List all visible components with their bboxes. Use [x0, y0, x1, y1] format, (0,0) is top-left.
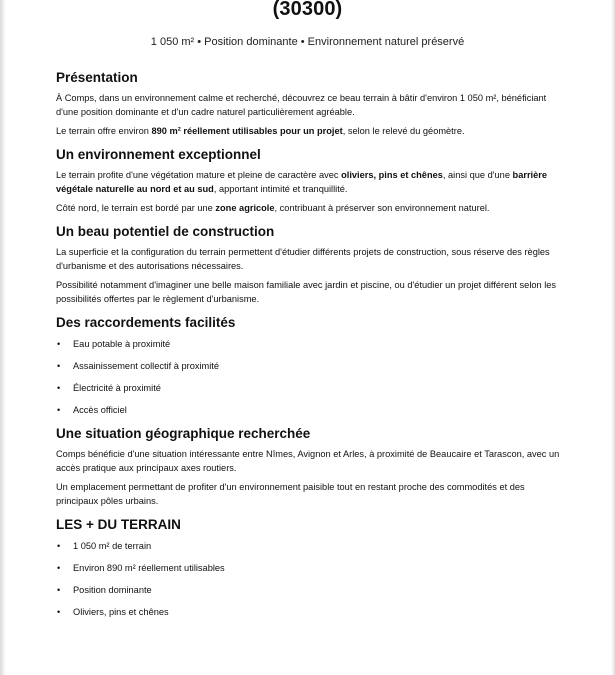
section-heading-connections: Des raccordements facilités	[56, 315, 236, 330]
list-item: • Accès officiel	[56, 404, 561, 416]
paragraph	[56, 201, 561, 215]
section-connections	[56, 314, 561, 416]
document-subtitle: 1 050 m² • Position dominante • Environnement naturel préservé	[150, 36, 465, 48]
list-item: • Assainissement collectif à proximité	[56, 360, 561, 372]
list-item: • 1 050 m² de terrain	[56, 540, 561, 552]
paragraph: Comps bénéficie d'une situation intéressante entre Nîmes, Avignon et Arles, à proximité de Beaucaire et Tarascon, avec un accès pratique aux principaux axes routiers.	[56, 449, 560, 473]
advantages-list	[56, 540, 561, 618]
document-title: (30300)	[272, 0, 343, 20]
paragraph-text: , apportant intimité et tranquillité.	[213, 184, 348, 194]
section-construction	[56, 223, 561, 306]
list-item: • Position dominante	[56, 584, 561, 596]
section-heading-environment: Un environnement exceptionnel	[56, 147, 261, 162]
page-edge-shadow-right	[611, 0, 615, 675]
paragraph-text: Le terrain offre environ	[56, 126, 152, 136]
paragraph-text: Côté nord, le terrain est bordé par une	[56, 203, 216, 213]
paragraph-text: , selon le relevé du géomètre.	[342, 126, 465, 136]
paragraph: Possibilité notamment d'imaginer une belle maison familiale avec jardin et piscine, ou d'étudier un projet différent selon les possibilités offertes par le règlement d'urbanisme.	[56, 280, 557, 304]
page-edge-shadow	[0, 0, 6, 675]
paragraph: La superficie et la configuration du terrain permettent d'étudier différents projets de construction, sous réserve des règles d'urbanisme et des autorisations nécessaires.	[56, 247, 550, 271]
paragraph-text: Le terrain profite d'une végétation mature et pleine de caractère avec	[56, 170, 342, 180]
document-body	[56, 69, 561, 618]
section-location	[56, 425, 561, 508]
connections-list	[56, 338, 561, 416]
paragraph-text: , contribuant à préserver son environnement naturel.	[274, 203, 490, 213]
paragraph	[56, 168, 561, 196]
list-item: • Électricité à proximité	[56, 382, 561, 394]
section-heading-construction: Un beau potentiel de construction	[56, 224, 275, 239]
section-advantages	[56, 516, 561, 618]
list-item: • Environ 890 m² réellement utilisables	[56, 562, 561, 574]
paragraph-bold-text: 890 m² réellement utilisables pour un projet	[151, 126, 343, 136]
section-heading-advantages: LES + DU TERRAIN	[56, 517, 181, 532]
paragraph	[56, 91, 561, 119]
paragraph	[56, 124, 561, 138]
paragraph-bold-text: oliviers, pins et chênes	[341, 170, 443, 180]
list-item: • Oliviers, pins et chênes	[56, 606, 561, 618]
section-heading-presentation: Présentation	[56, 70, 138, 85]
paragraph: Un emplacement permettant de profiter d'un environnement paisible tout en restant proche des commodités et des principaux pôles urbains.	[56, 482, 525, 506]
section-environment	[56, 146, 561, 215]
section-presentation	[56, 69, 561, 138]
list-item: • Eau potable à proximité	[56, 338, 561, 350]
paragraph-text: À Comps, dans un environnement calme et recherché, découvrez ce beau terrain à bâtir d'environ 1 050 m², bénéficiant d'une position dominante et d'un cadre naturel particulièrement agréable.	[56, 93, 547, 117]
paragraph-bold-text: barrière végétale naturelle au nord et au sud	[56, 170, 547, 194]
paragraph-bold-text: zone agricole	[215, 203, 275, 213]
paragraph-text: , ainsi que d'une	[442, 170, 513, 180]
section-heading-location: Une situation géographique recherchée	[56, 426, 311, 441]
